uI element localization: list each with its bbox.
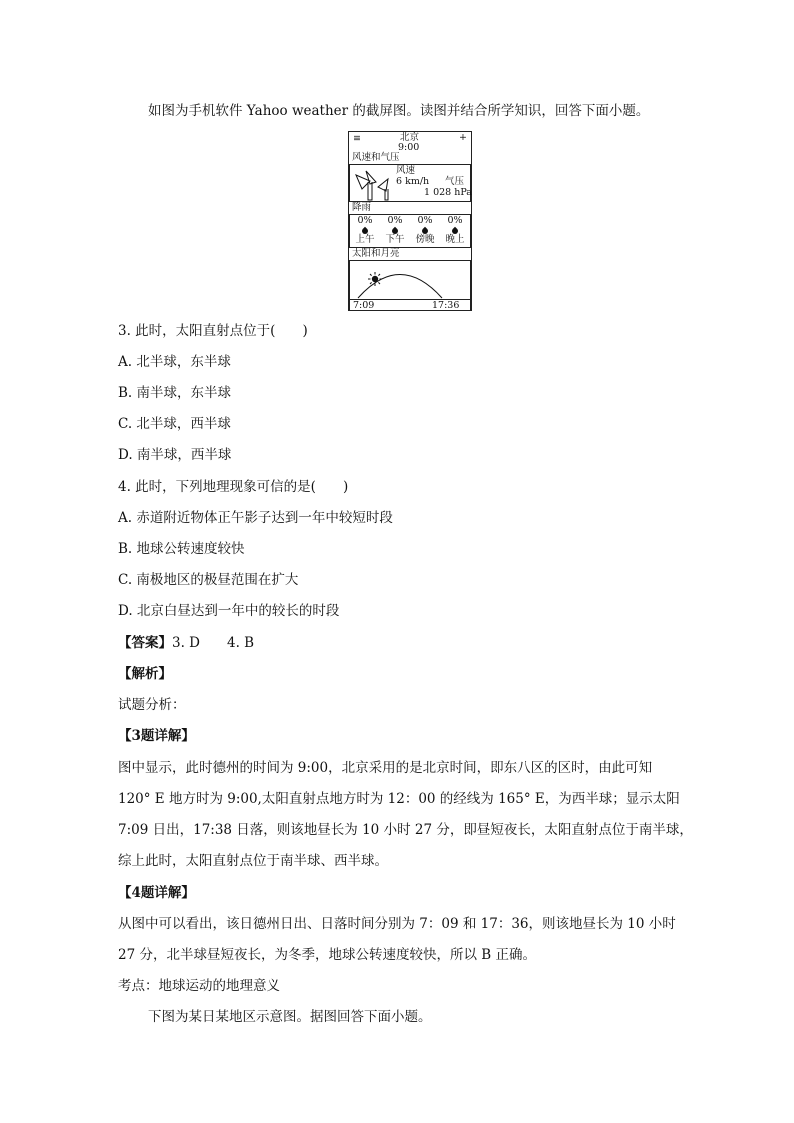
q4-option: A. 赤道附近物体正午影子达到一年中较短时段 [118, 510, 393, 526]
q4-stem: 4. 此时，下列地理现象可信的是( ) [118, 479, 349, 495]
q4-option: D. 北京白昼达到一年中的较长的时段 [118, 603, 340, 619]
q3-option: A. 北半球，东半球 [118, 354, 231, 370]
sun-icon [368, 272, 382, 286]
q3-option: B. 南半球，东半球 [118, 385, 232, 401]
answer-text: 3. D 4. B [172, 635, 255, 651]
sun-moon-title: 太阳和月亮 [352, 248, 400, 259]
rain-period: 下午 [385, 234, 405, 245]
detail4-label: 【4题详解】 [118, 885, 195, 901]
analysis-label: 【解析】 [118, 666, 172, 682]
rain-item [355, 216, 374, 245]
kaodian-line: 考点：地球运动的地理意义 [118, 978, 280, 994]
detail4-line: 从图中可以看出，该日德州日出、日落时间分别为 7：09 和 17：36，则该地昼长为 10 小时 [118, 916, 676, 932]
q3-stem: 3. 此时，太阳直射点位于( ) [118, 323, 308, 339]
wind-label: 风速 [396, 165, 416, 176]
wind-pressure-panel [349, 164, 471, 202]
q4-option: B. 地球公转速度较快 [118, 541, 245, 557]
sun-moon-panel [349, 260, 471, 311]
rain-percent: 0% [357, 215, 373, 226]
pressure-value: 1 028 hPa [424, 187, 472, 198]
analysis-intro: 试题分析： [118, 697, 186, 713]
plus-icon: + [459, 132, 467, 143]
rain-item [415, 216, 434, 245]
rain-drop-icon [362, 226, 368, 235]
detail3-line: 120° E 地方时为 9:00,太阳直射点地方时为 12：00 的经线为 165° E，为西半球；显示太阳 [118, 791, 680, 807]
city-name: 北京 [400, 132, 420, 143]
rain-period: 晚上 [445, 234, 465, 245]
sunrise-time: 7:09 [353, 300, 375, 311]
rain-percent: 0% [447, 215, 463, 226]
sunset-time: 17:36 [432, 300, 460, 311]
intro-text: 如图为手机软件 Yahoo weather 的截屏图。读图并结合所学知识，回答下面小题。 [148, 103, 650, 119]
pressure-label: 气压 [445, 176, 465, 187]
rain-item [445, 216, 464, 245]
answer-line [118, 633, 254, 653]
rain-percent: 0% [417, 215, 433, 226]
detail3-line: 综上此时，太阳直射点位于南半球、西半球。 [118, 853, 388, 869]
wind-value: 6 km/h [396, 176, 430, 187]
detail3-line: 7:09 日出，17:38 日落，则该地昼长为 10 小时 27 分，即昼短夜长，太阳直射点位于南半球， [118, 822, 693, 838]
menu-icon: ≡ [353, 133, 361, 144]
detail4-line: 27 分，北半球昼短夜长，为冬季，地球公转速度较快，所以 B 正确。 [118, 947, 536, 963]
rain-panel [349, 214, 471, 248]
rain-title: 降雨 [352, 202, 372, 213]
rain-item [385, 216, 404, 245]
rain-drop-icon [452, 226, 458, 235]
q3-option: C. 北半球，西半球 [118, 416, 231, 432]
answer-label: 【答案】 [118, 635, 172, 651]
q4-option: C. 南极地区的极昼范围在扩大 [118, 572, 299, 588]
rain-drop-icon [422, 226, 428, 235]
rain-period: 傍晚 [415, 234, 435, 245]
current-time: 9:00 [398, 142, 420, 153]
rain-period: 上午 [355, 234, 375, 245]
rain-percent: 0% [387, 215, 403, 226]
rain-drop-icon [392, 226, 398, 235]
weather-app-screenshot [348, 131, 472, 311]
wind-pressure-title: 风速和气压 [352, 152, 400, 163]
detail3-label: 【3题详解】 [118, 728, 195, 744]
detail3-line: 图中显示，此时德州的时间为 9:00，北京采用的是北京时间，即东八区的区时，由此可知 [118, 760, 653, 776]
next-question-intro: 下图为某日某地区示意图。据图回答下面小题。 [148, 1009, 432, 1025]
q3-option: D. 南半球，西半球 [118, 447, 232, 463]
wind-turbine-icon [352, 167, 396, 201]
